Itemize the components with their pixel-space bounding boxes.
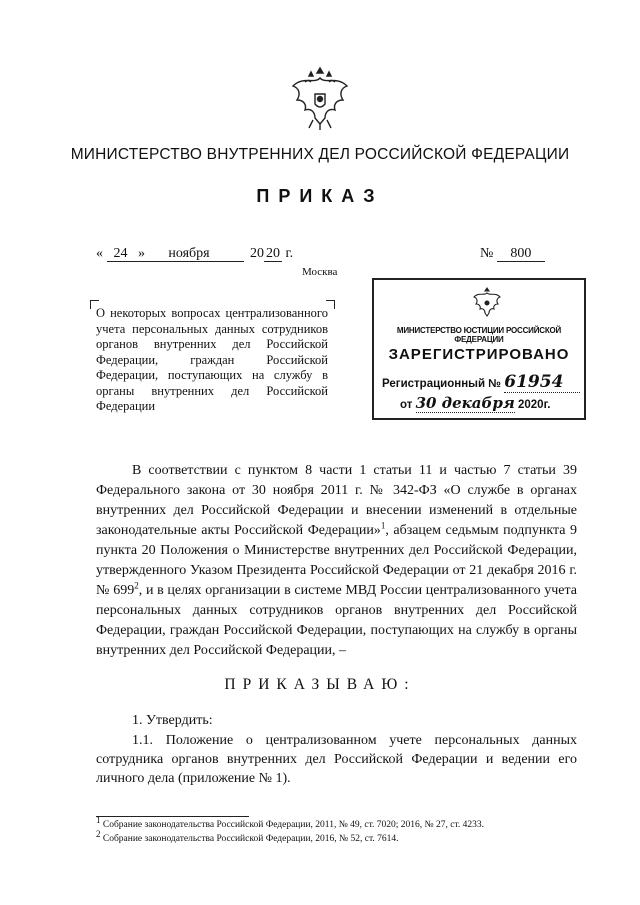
- footnote-ref-2: 2: [134, 580, 139, 591]
- date-month-wrap: [134, 246, 244, 262]
- footnote-1-text: Собрание законодательства Российской Федерации, 2011, № 49, ст. 7020; 2016, № 27, ст. 4233.: [102, 820, 485, 831]
- date-year: [250, 246, 293, 262]
- item-1: 1. Утвердить:: [132, 713, 213, 728]
- order-number: [480, 246, 545, 262]
- footnote-ref-1: 1: [380, 520, 386, 531]
- footnote-2-number: 2: [96, 829, 101, 839]
- footnote-2-text: Собрание законодательства Российской Федерации, 2016, № 52, ст. 7614.: [102, 834, 399, 845]
- footnote-separator: [96, 816, 249, 817]
- item-1-1-text: 1.1. Положение о централизованном учете персональных данных сотрудника органов внутренних дел Российской Федерации и ведении его личного дела (приложение № 1).: [96, 733, 577, 786]
- order-word: ПРИКАЗЫВАЮ:: [224, 676, 416, 693]
- stamp-coat-of-arms-icon: [472, 286, 502, 318]
- footnote-1-number: 1: [96, 815, 101, 825]
- footnote-1: [96, 815, 485, 831]
- document-type-title: ПРИКАЗ: [256, 186, 384, 206]
- date-century: 20: [250, 246, 264, 261]
- preamble: [96, 461, 577, 661]
- preamble-part-2: , абзацем седьмым подпункта 9 пункта 20 Положения о Министерстве внутренних дел Российской Федерации, утвержденного Указом Президента Российской Федерации от 21 декабря 2016 г. № 699: [96, 523, 577, 598]
- stamp-date-suffix: г.: [543, 399, 551, 411]
- order-subject: О некоторых вопросах централизованного учета персональных данных сотрудников органов внутренних дел Российской Федерации, граждан Российской Федерации, поступающих на службу в органы внутренних дел Российской Федерации: [96, 306, 328, 413]
- stamp-ministry: МИНИСТЕРСТВО ЮСТИЦИИ РОССИЙСКОЙ ФЕДЕРАЦИИ: [396, 326, 562, 344]
- stamp-date-year: 2020: [517, 399, 544, 411]
- number-value: 800: [497, 246, 545, 262]
- stamp-registration-date: [400, 394, 550, 413]
- stamp-reg-number: 61954: [504, 372, 580, 393]
- preamble-part-3: , и в целях организации в системе МВД России централизованного учета персональных данных сотрудников органов внутренних дел Российской Федерации, граждан Российской Федерации, поступающих на службу в органы внутренних дел Российской Федерации, –: [96, 583, 578, 658]
- date-open-quote: «: [96, 246, 103, 261]
- preamble-part-1: В соответствии с пунктом 8 части 1 статьи 11 и частью 7 статьи 39 Федерального закона от 30 ноября 2011 г. № 342-ФЗ «О службе в органах внутренних дел Российской Федерации и внесении изменений в отдельные законодательные акты Российской Федерации»: [96, 463, 577, 538]
- date-year-value: 20: [266, 246, 280, 261]
- stamp-status: ЗАРЕГИСТРИРОВАНО: [388, 346, 570, 363]
- city: Москва: [302, 266, 338, 278]
- stamp-reg-label: Регистрационный №: [382, 378, 502, 390]
- footnote-2: [96, 829, 399, 845]
- ministry-title: МИНИСТЕРСТВО ВНУТРЕННИХ ДЕЛ РОССИЙСКОЙ ФЕДЕРАЦИИ: [70, 146, 570, 163]
- registration-stamp: [372, 278, 586, 420]
- stamp-date-day-month: 30 декабря: [415, 394, 515, 412]
- item-1-1: [96, 731, 577, 788]
- stamp-date-label: от: [400, 399, 413, 411]
- stamp-registration-number: [382, 372, 580, 393]
- date-close-quote: »: [138, 246, 145, 261]
- date-day: 24: [107, 246, 135, 262]
- date-year-suffix: г.: [285, 246, 294, 261]
- coat-of-arms-icon: [289, 64, 351, 134]
- number-label: №: [480, 246, 494, 261]
- date-month: ноября: [134, 246, 244, 262]
